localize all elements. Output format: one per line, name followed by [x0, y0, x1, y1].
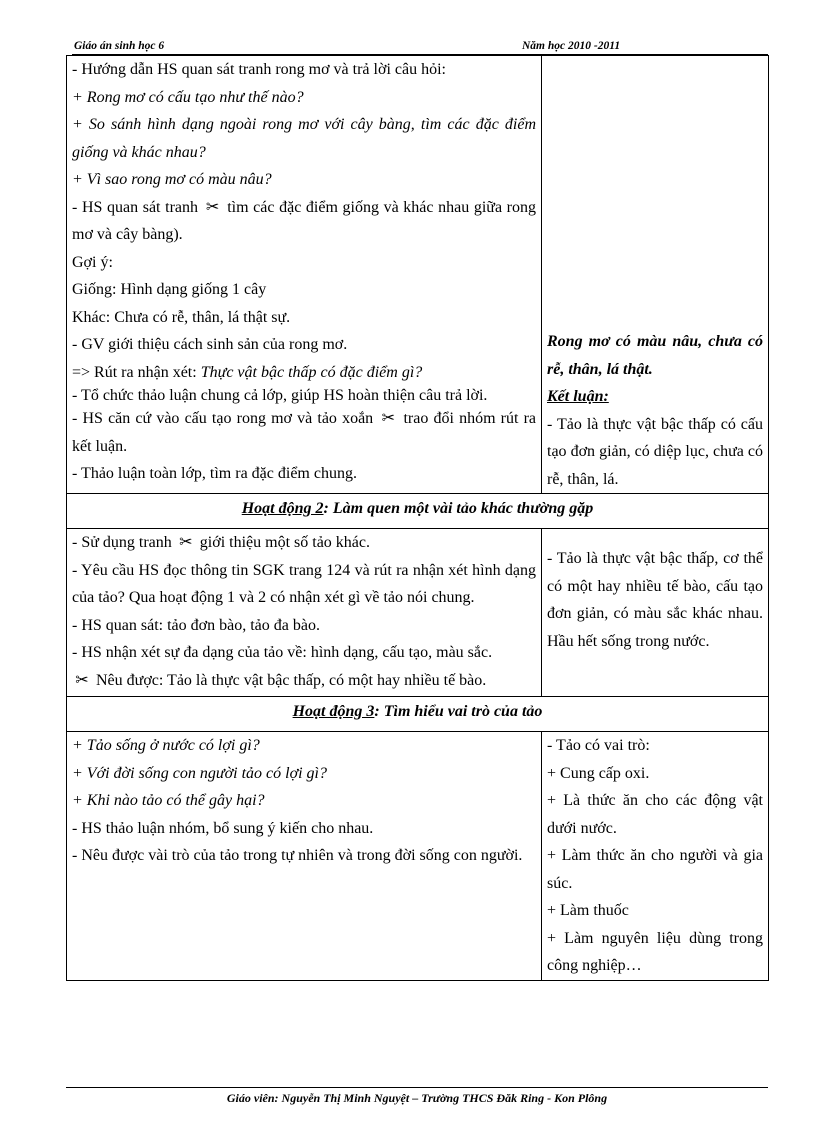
question-line: + Với đời sống con người tảo có lợi gì?: [72, 764, 327, 782]
content-cell: [542, 732, 769, 981]
question-line: + So sánh hình dạng ngoài rong mơ với cây bàng, tìm các đặc điểm giống và khác nhau?: [72, 116, 536, 161]
text-line: - Sử dụng tranh ✂ giới thiệu một số tảo khác.: [72, 529, 536, 557]
table-row: [67, 732, 769, 981]
role-text: + Làm thức ăn cho người và gia súc.: [547, 847, 763, 892]
role-text: + Là thức ăn cho các động vật dưới nước.: [547, 792, 763, 837]
header-right: Năm học 2010 -2011: [522, 40, 621, 52]
activity-cell: [67, 529, 542, 697]
page-footer: Giáo viên: Nguyễn Thị Minh Nguyệt – Trường THCS Đăk Ring - Kon Plông: [66, 1087, 768, 1106]
text-line: - Nêu được vài trò của tảo trong tự nhiên và trong đời sống con người.: [72, 847, 523, 864]
section-title-3: Hoạt động 3: Tìm hiểu vai trò của tảo: [67, 697, 769, 732]
text-line: - Yêu cầu HS đọc thông tin SGK trang 124 và rút ra nhận xét hình dạng của tảo? Qua hoạt động 1 và 2 có nhận xét gì về tảo nói chung.: [72, 561, 536, 606]
section-title-2: Hoạt động 2: Làm quen một vài tảo khác thường gặp: [67, 494, 769, 529]
question-line: + Khi nào tảo có thể gây hại?: [72, 792, 265, 809]
section-row: [67, 494, 769, 529]
page-header: [72, 38, 768, 55]
text-line: - Hướng dẫn HS quan sát tranh rong mơ và trả lời câu hỏi:: [72, 61, 446, 78]
question-line: + Rong mơ có cấu tạo như thế nào?: [72, 88, 304, 106]
question-line: + Vì sao rong mơ có màu nâu?: [72, 171, 272, 188]
text-line: => Rút ra nhận xét: Thực vật bậc thấp có đặc điểm gì?: [72, 363, 423, 381]
text-line: - HS nhận xét sự đa dạng của tảo về: hình dạng, cấu tạo, màu sắc.: [72, 644, 493, 661]
text-line: Gợi ý:: [72, 253, 113, 271]
text-line: Giống: Hình dạng giống 1 cây: [72, 281, 267, 298]
question-line: + Tảo sống ở nước có lợi gì?: [72, 737, 260, 754]
role-text: + Làm thuốc: [547, 902, 629, 919]
scissors-icon: ✂: [205, 198, 220, 216]
table-row: [67, 56, 769, 494]
text-line: - GV giới thiệu cách sinh sản của rong mơ.: [72, 336, 348, 353]
role-text: - Tảo có vai trò:: [547, 737, 650, 754]
text-line: - HS căn cứ vào cấu tạo rong mơ và tảo xoắn ✂ trao đổi nhóm rút ra kết luận.: [72, 405, 536, 460]
lesson-table: [66, 55, 769, 981]
text-line: - HS quan sát tranh ✂ tìm các đặc điểm giống và khác nhau giữa rong mơ và cây bàng).: [72, 194, 536, 249]
activity-cell: [67, 56, 542, 494]
scissors-icon: ✂: [381, 410, 396, 427]
section-row: [67, 697, 769, 732]
text-line: - HS quan sát: tảo đơn bào, tảo đa bào.: [72, 616, 320, 634]
conclusion-text: - Tảo là thực vật bậc thấp có cấu tạo đơn giản, có diệp lục, chưa có rễ, thân, lá.: [547, 415, 763, 488]
content-cell: [542, 529, 769, 697]
role-text: + Cung cấp oxi.: [547, 764, 650, 782]
scissors-icon: ✂: [75, 671, 89, 689]
text-line: - Tổ chức thảo luận chung cả lớp, giúp HS hoàn thiện câu trả lời.: [72, 387, 488, 404]
header-left: Giáo án sinh học 6: [74, 40, 165, 52]
summary-text: Rong mơ có màu nâu, chưa có rễ, thân, lá thật.: [547, 333, 763, 378]
conclusion-text: - Tảo là thực vật bậc thấp, cơ thể có một hay nhiều tế bào, cấu tạo đơn giản, có màu sắc khác nhau. Hầu hết sống trong nước.: [547, 550, 763, 650]
content-cell: [542, 56, 769, 494]
scissors-icon: ✂: [179, 534, 193, 551]
text-line: Khác: Chưa có rễ, thân, lá thật sự.: [72, 308, 291, 326]
role-text: + Làm nguyên liệu dùng trong công nghiệp…: [547, 929, 763, 974]
table-row: [67, 529, 769, 697]
text-line: - HS thảo luận nhóm, bổ sung ý kiến cho nhau.: [72, 819, 374, 837]
conclusion-label: Kết luận:: [547, 388, 609, 405]
activity-cell: [67, 732, 542, 981]
text-line: ✂ Nêu được: Tảo là thực vật bậc thấp, có một hay nhiều tế bào.: [72, 667, 536, 695]
text-line: - Thảo luận toàn lớp, tìm ra đặc điểm chung.: [72, 465, 357, 482]
